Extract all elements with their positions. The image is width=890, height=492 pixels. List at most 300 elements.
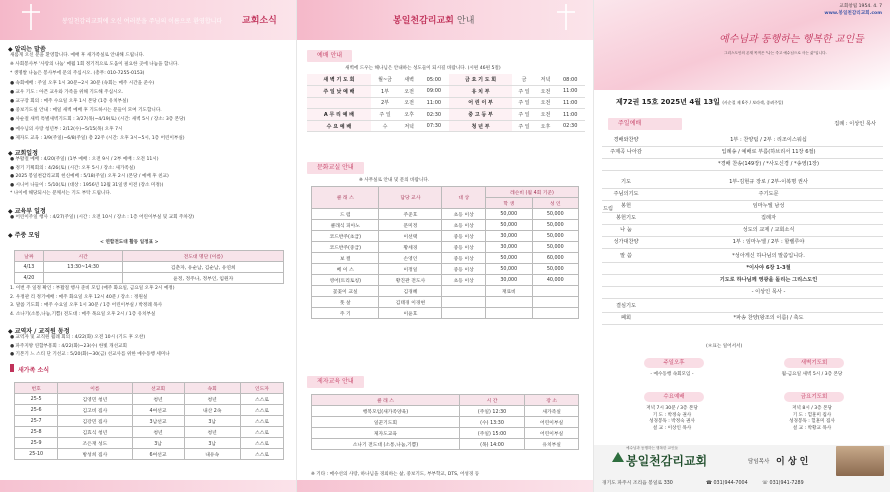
table-cell: 07:30 [419, 120, 449, 132]
table-cell: (목) 14:00 [459, 439, 524, 450]
table-cell: 스스로 [240, 416, 283, 427]
table-cell: 오후 [399, 109, 419, 121]
order-row [602, 276, 883, 286]
table-cell: 주 기 [312, 308, 379, 319]
section-marker [10, 364, 14, 372]
order-row [602, 252, 883, 262]
table-cell: 60,000 [532, 253, 579, 264]
table-cell: 30,000 [486, 231, 532, 242]
order-value: 입례송 / 예배로 부름(하브리서 11장 6절) [721, 149, 816, 155]
page-church-news [0, 0, 296, 492]
column-header: 시간 [43, 251, 123, 262]
intro-text: 그리스도인의 존재 목적은 "나는 죽고 예수님으로 사는 삶"입니다. [724, 51, 827, 55]
table-cell [442, 308, 486, 319]
table-row [312, 264, 579, 275]
table-cell: 주 일 낮 예 배 [307, 86, 371, 98]
order-row [602, 136, 883, 146]
divider [602, 158, 883, 159]
order-label: 봉헌 [620, 203, 632, 209]
table-cell [486, 308, 532, 319]
order-value: 임마누엘 남성 [752, 203, 785, 209]
table-cell: 09:00 [419, 86, 449, 98]
order-row [602, 160, 883, 170]
column-header: 이름 [58, 383, 132, 394]
table-cell: 25-9 [15, 438, 58, 449]
table-cell: 50,000 [532, 209, 579, 220]
table-row [312, 439, 579, 450]
list-item: ● 어린이주일 행사 : 4/27(주일) (시간 : 오전 10시 / 장소 : 1층 어린이부실 및 교회 주차장) [10, 215, 195, 220]
sunday-service-tab: 주일예배 [608, 118, 682, 130]
table-cell: 3남 [184, 438, 240, 449]
table-cell: 보 컬 [312, 253, 379, 264]
table-cell: 오전 [536, 86, 556, 98]
table-cell: (주일) 15:00 [459, 428, 524, 439]
table-cell [486, 297, 532, 308]
order-value: 1부 : 찬양팀 / 2부 : 리조이스워십 [730, 137, 807, 143]
table-row [307, 97, 585, 109]
service-box-line: 기 도 : 헐훈미 집사 [792, 412, 832, 418]
list-item: ● 정기 기획회의 : 4/26(토) (시간: 오후 5시 / 장소: 새가족실) [10, 165, 136, 171]
table-cell: 윤정, 정주나, 정부인, 임원자 [123, 273, 284, 284]
table-cell: 25-10 [15, 449, 58, 460]
order-label: 주제곡 나아감 [610, 149, 642, 155]
divider [602, 274, 883, 275]
table-cell: 유 치 부 [449, 86, 513, 98]
table-cell: 수 요 예 배 [307, 120, 371, 132]
service-box-line: - 예수동행 속회모임 - [650, 372, 694, 377]
table-row [312, 253, 579, 264]
list-item: 3. 말씀 기도회 : 매주 수요일 오후 1시 30분 / 1층 어린이부실 / 박정례 목사 [10, 303, 163, 308]
page-title [393, 13, 474, 26]
worship-order [594, 136, 890, 348]
worship-table [307, 74, 585, 132]
divider [602, 312, 883, 313]
column-header: 성 인 [532, 198, 579, 209]
table-row [15, 416, 284, 427]
table-cell: 저녁 [536, 74, 556, 86]
culture-note: ※ 사무실로 안내 및 문의 바랍니다. [359, 178, 430, 183]
page-title: 교회소식 [242, 16, 277, 26]
table-cell: 11:00 [555, 86, 585, 98]
service-box-title: 금요기도회 [784, 392, 844, 402]
list-item: ● 2025 봉일천감리교회 헌신예배 : 5/18(주일) 오후 2시 (본당 / 예배 후 친교) [10, 174, 169, 179]
table-cell: 중등 이상 [442, 253, 486, 264]
table-cell: 25-8 [15, 427, 58, 438]
school-note: ※ 기타 : 매수선의 사랑, 하나님을 경외하는 삶, 중보기도, 부부학교, DTS, 어성경 등 [311, 472, 480, 477]
table-cell [307, 97, 371, 109]
table-cell: 스스로 [240, 438, 283, 449]
school-tab: 제자교육 안내 [307, 376, 364, 388]
table-cell [43, 273, 123, 284]
fax: ☏ 031)941-7289 [762, 481, 804, 486]
order-value: 성도의 교제 / 교회소식 [742, 227, 795, 233]
table-cell [442, 286, 486, 297]
pastor-name: 이 상 인 [776, 457, 809, 467]
order-row [602, 202, 883, 212]
table-cell: 이정일 [379, 264, 442, 275]
service-box-title: 주일오후 [644, 358, 704, 368]
table-cell: 일꾼기도회 [312, 417, 460, 428]
table-cell: 수 [371, 120, 399, 132]
table-cell: 50,000 [532, 264, 579, 275]
table-cell: 중등 이상 [442, 242, 486, 253]
table-cell: 4/20 [15, 273, 44, 284]
divider [602, 212, 883, 213]
table-cell: 오전 [399, 97, 419, 109]
presider: 집례 : 이상인 목사 [834, 121, 876, 127]
table-cell: 청년 [132, 394, 184, 405]
table-cell: 새가족실 [525, 406, 579, 417]
table-cell: 김효식 청년 [58, 427, 132, 438]
culture-tab: 문화교실 안내 [307, 162, 364, 174]
welcome-text: 봉일천감리교회에 오신 여러분을 주님의 이름으로 환영합니다 [62, 18, 223, 25]
table-cell: 중등 이상 [442, 231, 486, 242]
list-item: ● 부활절 예배 : 4/20(주일) (1부 예배 : 오전 9시 / 2부 예배 : 오전 11시) [10, 157, 159, 162]
list-item: ● 교구장 회의 : 매주 수요일 오후 1시 본당 (1층 유치부실) [10, 99, 129, 104]
cross-icon [557, 11, 575, 13]
table-cell: 김춘자, 유순남, 김순남, 유연희 [123, 262, 284, 273]
order-value: 집례자 [760, 215, 777, 221]
church-building-image [836, 446, 884, 476]
table-cell: 코드반주(중급) [312, 242, 379, 253]
service-box-line: 저녁 8시 / 3층 본당 [792, 406, 832, 411]
table-row [15, 438, 284, 449]
column-header: 인도자 [240, 383, 283, 394]
order-label: 말 씀 [620, 253, 632, 259]
page-church-guide [296, 0, 593, 492]
order-value: 주기도문 [758, 191, 779, 197]
table-cell: (수) 13:30 [459, 417, 524, 428]
order-row [602, 178, 883, 188]
divider [602, 200, 883, 201]
list-item: ● 제자도 교육 : 3/9(주일)~6/8(주일) 총 22주 (시간: 오후 3시~5시, 1층 어린이부실) [10, 135, 185, 141]
table-cell: 초등 이상 [442, 209, 486, 220]
pastor-label: 담임목사 [748, 459, 770, 465]
table-cell: 금 요 기 도 회 [449, 74, 513, 86]
column-header: 전도대 명단 (이름) [123, 251, 284, 262]
table-cell: 13:30~14:30 [43, 262, 123, 273]
list-item: * 생명쌀 나눔은 봉사부에 문의 주십시오. (총무: 010-7255-0153) [10, 71, 145, 77]
page-title-suffix: 안내 [457, 16, 475, 26]
table-row [15, 427, 284, 438]
issue-number: 제72권 15호 2025년 4월 13일 [616, 98, 720, 106]
table-cell: 주준호 [379, 209, 442, 220]
table-cell: 김태경 이경현 [379, 297, 442, 308]
column-header: 대 상 [442, 187, 486, 209]
list-item: ● 예수님의 사랑 청년부 : 2/12(수)~5/15(목) 오후 7시 [10, 126, 123, 132]
table-cell: 08:00 [555, 74, 585, 86]
service-box-line: 저녁 7시 30분 / 3층 본당 [646, 406, 698, 411]
table-cell: 주 일 [512, 97, 535, 109]
service-box-line: 성경봉독 : 박정숙 권사 [649, 419, 695, 424]
order-label: 주님의기도 [613, 191, 639, 197]
list-item: 2. 우정관 리 정기예배 : 매주 화요일 오후 12시 40분 / 장소 : 정원실 [10, 294, 148, 300]
divider [602, 286, 883, 287]
table-cell: 11:00 [555, 97, 585, 109]
table-header [15, 383, 284, 394]
table-cell: 재료비 [486, 286, 532, 297]
table-cell [532, 308, 579, 319]
footer-bar [297, 480, 593, 492]
issue-subtitle: (사순절 제 6주 / 보라색, 종려주일) [722, 100, 784, 105]
schedule-heading: ◆ 교회일정 [8, 150, 38, 157]
order-label: 성가대찬양 [613, 239, 639, 245]
divider [602, 236, 883, 237]
newcomer-table [14, 382, 284, 460]
table-cell: 이윤호 [379, 308, 442, 319]
list-item: ● 시니어 나들이 : 5/10(토) (대상 : 1956년 12월 31일생 이전 (장소 미정)) [10, 182, 164, 188]
order-row [602, 238, 883, 248]
table-cell: 6여선교 [132, 449, 184, 460]
order-label: 폐회 [620, 315, 632, 321]
table-cell: 김영민 청년 [58, 394, 132, 405]
list-item: ● 파주지방 연합부흥회 : 4/22(화)~23(수) 한빛 개선교회 [10, 343, 127, 349]
weekly-meeting-heading: ◆ 주중 모임 [8, 232, 40, 239]
table-row [307, 86, 585, 98]
divider [602, 324, 883, 325]
order-label: 결심기도 [615, 303, 637, 309]
table-cell: 30,000 [486, 275, 532, 286]
staff-heading: ◆ 교역자 / 교직원 동정 [8, 328, 70, 335]
table-cell: 방성희 집사 [58, 449, 132, 460]
column-header: 날짜 [15, 251, 44, 262]
order-row [602, 264, 883, 274]
column-header: 장 소 [525, 395, 579, 406]
table-row [312, 428, 579, 439]
table-cell: 초등 이상 [442, 275, 486, 286]
table-header [312, 187, 579, 198]
table-cell: 김경혜 [379, 286, 442, 297]
table-cell: 40,000 [532, 275, 579, 286]
table-cell: 초등 이상 [442, 220, 486, 231]
list-item: 1. 이번 주 일정 확인 : 부활절 행사 준비 모임 (매주 화요일, 금요일 오후 2시 예정) [10, 286, 175, 291]
table-row [312, 417, 579, 428]
service-box-line: 설 교 : 이상인 목사 [652, 425, 692, 431]
divider [602, 170, 883, 171]
table-cell: 50,000 [532, 231, 579, 242]
table-row [312, 209, 579, 220]
table-cell: (주일) 12:30 [459, 406, 524, 417]
footer-bar [0, 480, 296, 492]
table-cell: 풋 살 [312, 297, 379, 308]
table-row [312, 242, 579, 253]
church-name: 봉일천감리교회 [626, 454, 708, 468]
order-row [602, 288, 883, 298]
table-cell: 05:00 [419, 74, 449, 86]
cross-icon [565, 4, 567, 30]
table-cell: 1부 [371, 86, 399, 98]
table-row [312, 231, 579, 242]
table-cell: 50,000 [486, 220, 532, 231]
table-cell: A 무 리 예 배 [307, 109, 371, 121]
table-cell: 4여선교 [132, 405, 184, 416]
list-item: ● 사순절 새벽 특별새벽기도회 : 3/27(목)~4/19(토) (시간: 새벽 5시 / 장소: 3층 본당) [10, 117, 186, 123]
table-cell: 4/13 [15, 262, 44, 273]
service-box-line: 기 도 : 박정숙 권사 [652, 412, 692, 418]
order-value: 1부 : 임마누엘 / 2부 : 할렐루야 [732, 239, 805, 245]
table-cell: 청년 [184, 394, 240, 405]
divider [602, 224, 883, 225]
page-worship-order [593, 0, 890, 492]
table-cell: 황진관 전도사 [379, 275, 442, 286]
table-cell: 25-5 [15, 394, 58, 405]
table-cell: 오전 [536, 109, 556, 121]
order-value: 1부-김현규 장로 / 2부-이복명 권사 [729, 179, 808, 185]
table-header [15, 251, 284, 262]
list-item: ● 속회예배 : 주일 오후 1시 30분~2시 30분 (속회는 매주 시간을 준수) [10, 80, 155, 86]
issue-info [616, 97, 783, 107]
table-cell: 50,000 [486, 253, 532, 264]
divider [602, 298, 883, 299]
table-row [312, 286, 579, 297]
order-value: *이사야 6장 1-3절 [746, 265, 791, 271]
list-item: ● 기본기 느 스티 단 기선교 : 5/20(화)~30(금) 선교사를 위한 예수동행 세미나 [10, 352, 170, 357]
divider [602, 146, 883, 147]
table-row [15, 394, 284, 405]
founded-date: 교회창립 1954. 4. 7 [839, 4, 882, 9]
table-cell [532, 286, 579, 297]
table-cell: 청년 [132, 427, 184, 438]
table-cell: 내유속 [184, 449, 240, 460]
church-url[interactable]: www.봉일천감리교회.com [824, 11, 882, 16]
order-label: 경배와찬양 [613, 137, 639, 143]
table-row [15, 405, 284, 416]
church-logo-icon [612, 452, 624, 462]
order-value: *성아게신 하나님의 말씀입니다. [732, 253, 805, 259]
order-value: *경배 찬송(149장) / *사도신경 / *송영(1장) [718, 161, 819, 167]
slogan: 예수님과 동행하는 행복한 교인들 [719, 34, 864, 45]
table-cell: 김고비 집사 [58, 405, 132, 416]
table-cell: 중등 이상 [442, 264, 486, 275]
cross-icon [30, 4, 32, 30]
evangelism-table [14, 250, 284, 284]
table-cell: 저녁 [399, 120, 419, 132]
table-row [307, 109, 585, 121]
table-row [312, 308, 579, 319]
table-cell: 주 일 [512, 109, 535, 121]
table-cell: 손영인 [379, 253, 442, 264]
table-cell: 25-7 [15, 416, 58, 427]
order-row [602, 214, 883, 224]
table-cell: 제자도교육 [312, 428, 460, 439]
offering-side-label: 드림 [603, 206, 614, 212]
table-row [15, 273, 284, 284]
table-cell: 스스로 [240, 427, 283, 438]
column-header: 시 간 [459, 395, 524, 406]
service-box-line: 설 교 : 박황교 목사 [792, 425, 832, 431]
table-row [15, 262, 284, 273]
list-item: * 나이에 해당되시는 분께서는 기도 부탁 드립니다. [10, 191, 112, 196]
table-cell: 50,000 [486, 209, 532, 220]
order-value: *파송 찬양(왕조의 이름) / 축도 [733, 315, 804, 321]
table-cell: 어린이부실 [525, 417, 579, 428]
service-box-line: 성경봉독 : 헐훈미 집사 [789, 419, 835, 424]
divider [602, 262, 883, 263]
order-label: 기도 [620, 179, 632, 185]
table-cell: 스스로 [240, 394, 283, 405]
column-header: 학 생 [486, 198, 532, 209]
table-cell: 스스로 [240, 405, 283, 416]
table-cell: 11:00 [555, 109, 585, 121]
table-cell: 50,000 [486, 264, 532, 275]
table-cell: 오전 [399, 86, 419, 98]
list-item: ● 중보기도실 안내 : 매일 새벽 예배 후 기도하시는 분들이 모여 기도합니다. [10, 108, 162, 114]
column-header: 레슨비 (월 4회 기준) [486, 187, 579, 198]
table-cell: 02:30 [419, 109, 449, 121]
notice-heading: ◆ 알리는 말씀 [8, 46, 46, 53]
phone: ☎ 031)944-7004 [706, 481, 748, 486]
table-cell: 꽃꽂이 교실 [312, 286, 379, 297]
table-cell: 30,000 [486, 242, 532, 253]
evangelism-subtitle: < 연합전도대 활동 일정표 > [100, 240, 159, 245]
column-header: 속회 [184, 383, 240, 394]
order-row [602, 226, 883, 236]
table-cell: 이선택 [379, 231, 442, 242]
table-cell: 주 일 [512, 120, 535, 132]
cross-icon [22, 11, 40, 13]
divider [602, 248, 883, 249]
service-box-title: 수요예배 [644, 392, 704, 402]
column-header: 번호 [15, 383, 58, 394]
order-row [602, 302, 883, 312]
table-cell: 3남 [184, 416, 240, 427]
list-item: 새롭게 오신 분을 환영합니다. 예배 후 새가족실로 안내해 드립니다. [10, 53, 145, 58]
table-cell: 베 이 스 [312, 264, 379, 275]
table-cell: 02:30 [555, 120, 585, 132]
table-row [307, 120, 585, 132]
table-cell [442, 297, 486, 308]
table-cell: 소나기 전도대 (소통,나눔,기쁨) [312, 439, 460, 450]
column-header: 클 래 스 [312, 395, 460, 406]
table-cell: 25-6 [15, 405, 58, 416]
worship-tab: 예배 안내 [307, 50, 352, 62]
order-label: 나 눔 [620, 227, 632, 233]
list-item: ※ 사회봉사부 '사랑의 나눔' 매월 1회 정기적으로 도움이 필요한 곳에 나눔을 합니다. [10, 62, 179, 68]
table-cell: 월~금 [371, 74, 399, 86]
table-cell: 주 일 [371, 109, 399, 121]
table-cell: 어린이부실 [525, 428, 579, 439]
table-cell: 오후 [536, 120, 556, 132]
order-value: - 이상인 목사 - [751, 289, 786, 295]
table-cell: 청 년 부 [449, 120, 513, 132]
table-cell: 황세경 [379, 242, 442, 253]
table-row [15, 449, 284, 460]
table-cell: 문미정 [379, 220, 442, 231]
table-cell: 2부 [371, 97, 399, 109]
table-header [312, 395, 579, 406]
table-cell [532, 297, 579, 308]
newcomer-heading: 새가족 소식 [18, 367, 50, 374]
divider [602, 188, 883, 189]
table-cell: 3남 [132, 438, 184, 449]
order-value: 기도로 하나님께 영광을 돌리는 그리스도인 [719, 277, 818, 283]
table-row [312, 275, 579, 286]
table-cell: 3남선교 [132, 416, 184, 427]
table-row [312, 297, 579, 308]
table-cell: 조은재 성도 [58, 438, 132, 449]
service-box-title: 새벽기도회 [784, 358, 844, 368]
list-item: 4. 소나기(소통,나눔,기쁨) 전도대 : 매주 목요일 오후 2시 / 1층 유치부실 [10, 311, 156, 317]
table-cell: 오전 [536, 97, 556, 109]
list-item: ● 교우 기도 : 아픈 교우와 가족을 위해 기도해 주십시오. [10, 89, 124, 95]
order-row [602, 190, 883, 200]
order-row [602, 148, 883, 158]
church-tagline: 예수님과 동행하는 행복한 교인들 [626, 446, 679, 450]
table-row [312, 220, 579, 231]
order-label: 봉헌기도 [615, 215, 637, 221]
education-heading: ◆ 교육부 일정 [8, 208, 46, 215]
table-cell: 주 일 [512, 86, 535, 98]
